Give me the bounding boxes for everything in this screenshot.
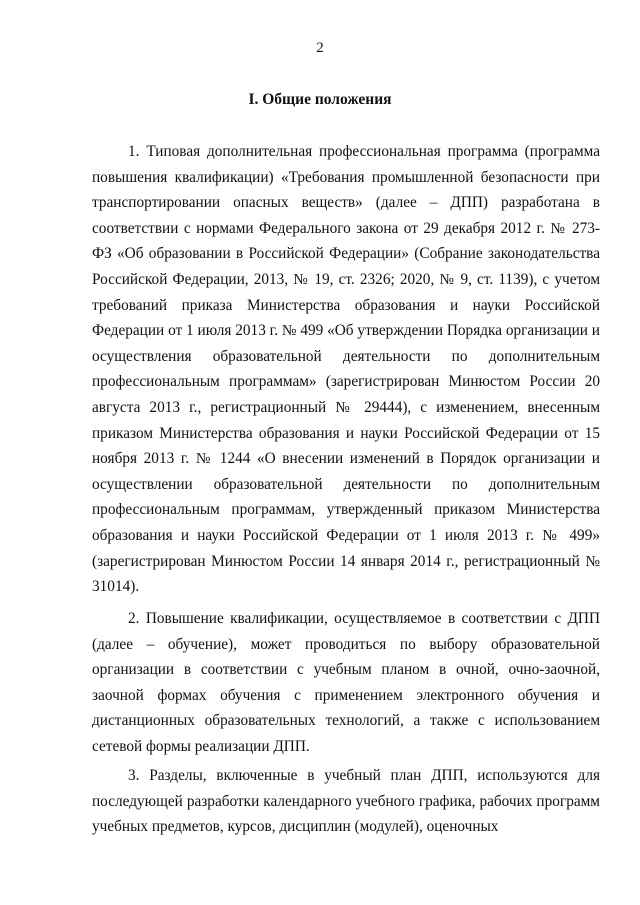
section-title: I. Общие положения [248,91,392,108]
paragraph-1: 1. Типовая дополнительная профессиональная программа (программа повышения квалификации) «Требования промышленной безопасности при транспортировании опасных веществ» (далее – ДПП) разработана в соответствии с нормами Федерального закона от 29 декабря 2012 г. № 273-ФЗ «Об образовании в Российской Федерации» (Собрание законодательства Российской Федерации, 2013, № 19, ст. 2326; 2020, № 9, ст. 1139), с учетом требований приказа Министерства образования и науки Российской Федерации от 1 июля 2013 г. № 499 «Об утверждении Порядка организации и осуществления образовательной деятельности по дополнительным профессиональным программам» (зарегистрирован Минюстом России 20 августа 2013 г., регистрационный № 29444), с изменением, внесенным приказом Министерства образования и науки Российской Федерации от 15 ноября 2013 г. № 1244 «О внесении изменений в Порядок организации и осуществлении образовательной деятельности по дополнительным профессиональным программам, утвержденный приказом Министерства образования и науки Российской Федерации от 1 июля 2013 г. № 499» (зарегистрирован Минюстом России 14 января 2014 г., регистрационный № 31014). [92,143,600,596]
paragraph-3: 3. Разделы, включенные в учебный план ДПП, используются для последующей разработки календарного учебного графика, рабочих программ учебных предметов, курсов, дисциплин (модулей), оценочных [92,767,600,836]
paragraph-2: 2. Повышение квалификации, осуществляемое в соответствии с ДПП (далее – обучение), может проводиться по выбору образовательной организации в соответствии с учебным планом в очной, очно-заочной, заочной формах обучения с применением электронного обучения и дистанционных образовательных технологий, а также с использованием сетевой формы реализации ДПП. [92,610,600,755]
page-number: 2 [316,40,324,56]
